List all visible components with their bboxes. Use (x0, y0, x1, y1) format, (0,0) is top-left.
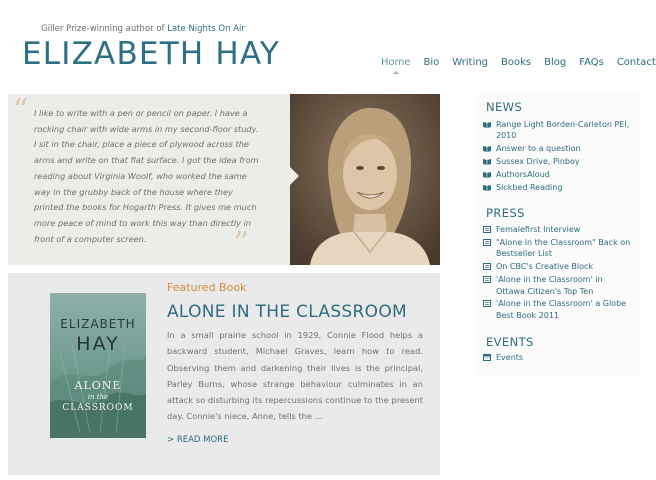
press-item-label: 'Alone in the Classroom' in Ottawa Citizen's Top Ten (496, 275, 603, 296)
book-cover[interactable] (50, 293, 146, 438)
cover-title-line3: CLASSROOM (62, 403, 134, 413)
press-item-label: Femalefirst Interview (496, 225, 581, 234)
news-item-label: Range Light Borden-Carleton PEI, 2010 (496, 120, 630, 141)
caret-up-icon (393, 71, 399, 74)
events-item[interactable] (483, 352, 633, 363)
news-item-label: Answer to a question (496, 144, 581, 154)
site-title[interactable]: ELIZABETH HAY (22, 36, 281, 72)
press-item-label: On CBC's Creative Block (496, 262, 594, 272)
calendar-icon (483, 354, 491, 361)
nav-books[interactable]: Books (501, 57, 532, 68)
news-list (483, 119, 633, 195)
nav-home[interactable] (381, 57, 411, 68)
cover-author-first: ELIZABETH (60, 317, 136, 331)
news-heading: NEWS (486, 100, 523, 114)
nav-faqs[interactable]: FAQs (579, 57, 604, 68)
press-item-label: 'Alone in the Classroom' a Globe Best Book 2011 (496, 299, 627, 320)
open-book-icon (483, 171, 491, 178)
nav-home-label: Home (381, 57, 411, 68)
quote-pointer (289, 166, 299, 186)
nav-blog[interactable]: Blog (544, 57, 567, 68)
document-icon (483, 300, 491, 307)
open-book-icon (483, 145, 491, 152)
book-cover-art (50, 293, 146, 438)
press-item[interactable] (483, 237, 633, 260)
news-item[interactable] (483, 119, 633, 142)
news-item-label: Sickbed Reading (496, 183, 563, 193)
press-item-label: "Alone in the Classroom" Back on Bestseller List (496, 237, 631, 259)
nav-bio[interactable]: Bio (423, 57, 440, 68)
press-item[interactable] (483, 261, 633, 272)
news-item-label: AuthorsAloud (496, 170, 550, 180)
tagline-book-link[interactable]: Late Nights On Air (167, 24, 245, 34)
press-item[interactable] (483, 274, 633, 297)
events-item-label: Events (496, 353, 524, 362)
quote-box (8, 94, 290, 265)
featured-book-panel (8, 273, 440, 475)
news-item[interactable] (483, 156, 633, 167)
news-item[interactable] (483, 169, 633, 180)
press-list (483, 224, 633, 323)
nav-contact[interactable]: Contact (616, 57, 656, 68)
open-book-icon (483, 121, 491, 128)
open-book-icon (483, 158, 491, 165)
sidebar (475, 94, 640, 375)
news-item[interactable] (483, 143, 633, 154)
events-list (483, 352, 633, 365)
document-icon (483, 226, 491, 233)
nav-writing[interactable]: Writing (452, 57, 489, 68)
cover-author-last: HAY (76, 333, 120, 355)
cover-title-line2: in the (87, 393, 109, 401)
featured-book-title[interactable]: ALONE IN THE CLASSROOM (167, 302, 407, 322)
news-item-label: Sussex Drive, Pinboy (496, 157, 580, 167)
press-heading: PRESS (486, 206, 525, 220)
document-icon (483, 263, 491, 270)
tagline (41, 24, 245, 34)
document-icon (483, 239, 491, 246)
close-quote-icon: ” (233, 226, 249, 261)
featured-label: Featured Book (167, 281, 247, 294)
cover-title-line1: ALONE (74, 379, 122, 392)
document-icon (483, 276, 491, 283)
read-more-link[interactable]: > READ MORE (167, 435, 229, 445)
author-portrait-image (290, 94, 440, 265)
quote-text: I like to write with a pen or pencil on paper. I have a rocking chair with wide arms in my second-floor study. I sit in the chair, place a piece of plywood across the arms and write on that flat surface. I got the idea from reading about Virginia Woolf, who worked the same way in the grubby back of the house where they printed the books for Hogarth Press. It gives me much more peace of mind to work this way than directly in front of a computer screen. (34, 108, 259, 244)
featured-book-description: In a small prairie school in 1929, Connie Flood helps a backward student, Michael Graves, learn how to read. Observing them and darkening their lives is the principal, Parley Burns, whose strange behaviour culminates in an attack so disturbing its repercussions continue to the present day. Connie's niece, Anne, tells the ... (167, 330, 423, 422)
open-book-icon (483, 184, 491, 191)
main-nav (381, 57, 656, 68)
press-item[interactable] (483, 298, 633, 321)
author-photo (290, 94, 440, 265)
press-item[interactable] (483, 224, 633, 235)
tagline-prefix: Giller Prize-winning author of (41, 24, 168, 34)
open-quote-icon: “ (13, 93, 29, 128)
news-item[interactable] (483, 182, 633, 193)
events-heading: EVENTS (486, 335, 534, 349)
